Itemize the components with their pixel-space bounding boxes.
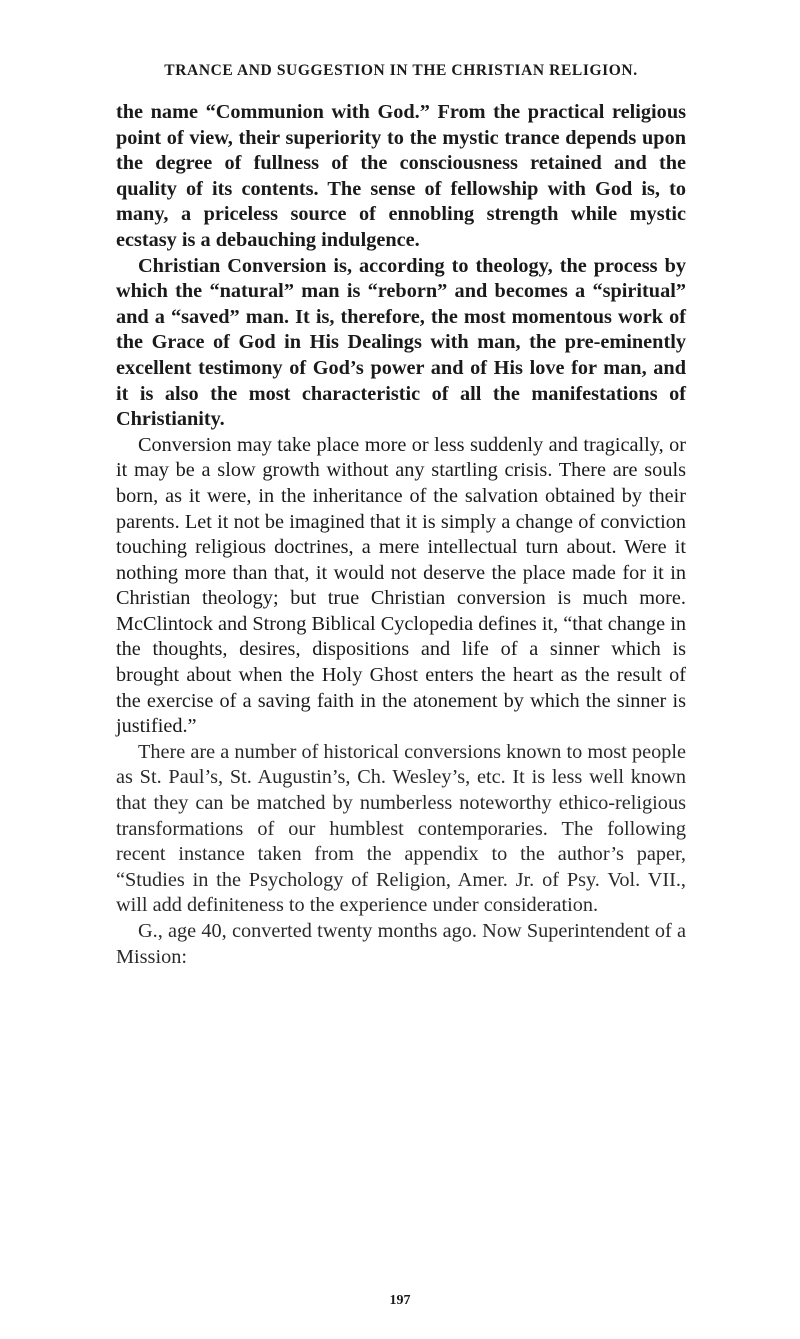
running-head: TRANCE AND SUGGESTION IN THE CHRISTIAN RELIGION.	[164, 62, 638, 79]
paragraph-5: G., age 40, converted twenty months ago. Now Superintendent of a Mission:	[116, 920, 686, 968]
page-number: 197	[389, 1293, 411, 1308]
paragraph-3: Conversion may take place more or less suddenly and tragically, or it may be a slow growth without any startling crisis. There are souls born, as it were, in the inheritance of the salvation obtained by their parents. Let it not be imagined that it is simply a change of conviction touching religious doctrines, a mere intellectual turn about. Were it nothing more than that, it would not deserve the place made for it in Christian theology; but true Christian conversion is much more. McClintock and Strong Biblical Cyclopedia defines it, “that change in the thoughts, desires, dispositions and life of a sinner which is brought about when the Holy Ghost enters the heart as the result of the exercise of a saving faith in the atonement by which the sinner is justified.”	[116, 433, 686, 738]
paragraph-4: There are a number of historical conversions known to most people as St. Paul’s, St. Augustin’s, Ch. Wesley’s, etc. It is less well known that they can be matched by numberless noteworthy ethico-religious transformations of our humblest contemporaries. The following recent instance taken from the appendix to the author’s paper, “Studies in the Psychology of Religion, Amer. Jr. of Psy. Vol. VII., will add definiteness to the experience under consideration.	[116, 740, 686, 917]
book-page	[116, 62, 686, 970]
paragraph-1: the name “Communion with God.” From the practical religious point of view, their superiority to the mystic trance depends upon the degree of fullness of the consciousness retained and the quality of its contents. The sense of fellowship with God is, to many, a priceless source of ennobling strength while mystic ecstasy is a debauching indulgence.	[116, 101, 686, 251]
paragraph-2: Christian Conversion is, according to theology, the process by which the “natural” man is “reborn” and becomes a “spiritual” and a “saved” man. It is, therefore, the most momentous work of the Grace of God in His Dealings with man, the pre-eminently excellent testimony of God’s power and of His love for man, and it is also the most characteristic of all the manifestations of Christianity.	[116, 254, 686, 431]
